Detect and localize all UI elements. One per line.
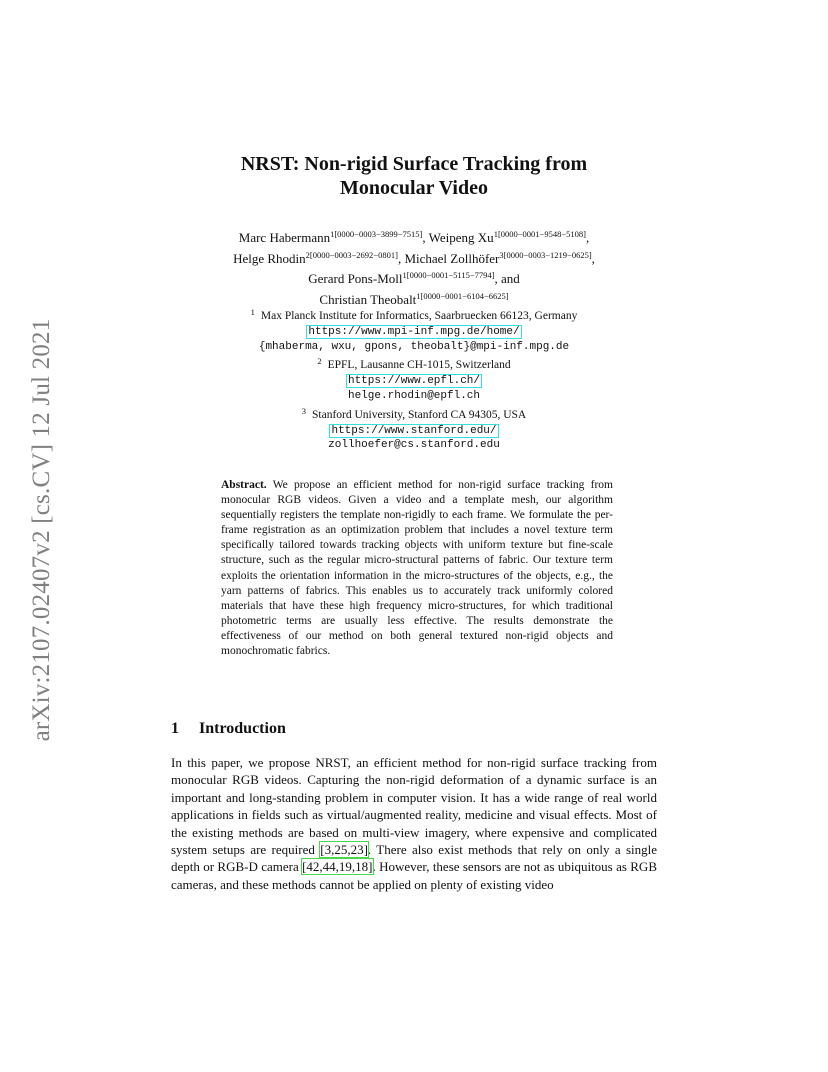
affiliation-email: {mhaberma, wxu, gpons, theobalt}@mpi-inf.mpg.de: [258, 340, 570, 353]
affiliation-name: Stanford University, Stanford CA 94305, USA: [312, 408, 527, 421]
author-orcid: 1[0000−0001−9548−5108]: [493, 229, 586, 239]
author-name: Michael Zollhöfer: [404, 250, 500, 266]
abstract: [221, 478, 613, 659]
affiliations: [170, 305, 658, 453]
citation-link[interactable]: [42,44,19,18]: [302, 859, 373, 875]
affiliation-1: [170, 305, 658, 324]
arxiv-stamp: [22, 300, 62, 760]
abstract-label: Abstract.: [221, 479, 267, 491]
author-orcid: 2[0000−0003−2692−0801]: [305, 249, 398, 260]
affiliation-number: 3: [301, 405, 306, 416]
title-line-1: NRST: Non-rigid Surface Tracking from: [240, 153, 588, 175]
intro-paragraph: [171, 754, 657, 893]
affiliation-number: 1: [250, 307, 255, 317]
author-name: Christian Theobalt: [319, 291, 417, 307]
affiliation-email: zollhoefer@cs.stanford.edu: [328, 439, 500, 452]
author-line-1: Marc Habermann$^{1[0000-0003-3899-7515]}$, Weipeng $Xu^{1[0000-0001-9548-5108]}$,: [238, 229, 590, 245]
author-name: Marc Habermann: [238, 230, 331, 245]
abstract-text: We propose an efficient method for non-rigid surface tracking from monocular RGB videos. Given a video and a template mesh, our algorithm sequentially registers the template non-rigidly to each frame. We formulate the per-frame registration as an optimization problem that includes a novel texture term specifically tailored towards tracking objects with uniform texture but fine-scale structure, such as the regular micro-structural patterns of fabric. Our texture term exploits the orientation information in the micro-structures of the objects, e.g., the yarn patterns of fabrics. This enables us to accurately track uniformly colored materials that have these high frequency micro-structures, for which traditional photometric terms are usually less effective. The results demonstrate the effectiveness of our method on both general textured non-rigid objects and monochromatic fabrics.: [221, 479, 613, 658]
author-name: Gerard Pons-Moll: [308, 271, 403, 286]
author-orcid: 1[0000−0001−6104−6625]: [416, 290, 509, 301]
affiliation-name: EPFL, Lausanne CH-1015, Switzerland: [327, 359, 511, 372]
affiliation-url-link[interactable]: https://www.epfl.ch/: [347, 375, 481, 388]
author-orcid: 1[0000−0001−5115−7794]: [402, 270, 495, 280]
affiliation-email: helge.rhodin@epfl.ch: [347, 389, 481, 402]
author-name: Weipeng Xu: [428, 230, 494, 245]
author-orcid: 1[0000−0003−3899−7515]: [330, 229, 423, 239]
affiliation-3: [170, 404, 658, 423]
intro-text: . However, these sensors are not as ubiquitous as RGB cameras, and these methods cannot be applied on plenty of existing video: [171, 859, 657, 892]
affiliation-name: Max Planck Institute for Informatics, Saarbruecken 66123, Germany: [260, 310, 578, 322]
affiliation-number: 2: [317, 356, 322, 367]
section-title: Introduction: [199, 720, 286, 737]
author-line-3: [170, 267, 658, 288]
section-heading: [171, 720, 286, 738]
affiliation-url-link[interactable]: https://www.mpi-inf.mpg.de/home/: [308, 325, 520, 338]
author-and: , and: [494, 271, 520, 286]
title-line-2: Monocular Video: [340, 177, 488, 199]
affiliation-2: [170, 354, 658, 373]
intro-text: . There also exist methods that rely on only a single depth or RGB-D camera: [171, 842, 657, 875]
intro-text: In this paper, we propose NRST, an efficient method for non-rigid surface tracking from monocular RGB videos. Capturing the non-rigid deformation of a dynamic surface is an important and long-standing problem in computer vision. It has a wide range of real world applications in fields such as virtual/augmented reality, medicine and visual effects. Most of the existing methods are based on multi-view imagery, where expensive and complicated system setups are required: [171, 755, 657, 858]
author-list: [170, 226, 658, 308]
arxiv-stamp-text: arXiv:2107.02407v2 [cs.CV] 12 Jul 2021: [28, 318, 55, 742]
paper-title: [170, 152, 658, 200]
affiliation-url-link[interactable]: https://www.stanford.edu/: [331, 424, 497, 437]
author-name: Helge Rhodin: [233, 250, 306, 266]
author-orcid: 3[0000−0003−1219−0625]: [499, 249, 592, 260]
author-line-2: Helge Rhodin$^{2[0000-0003-2692-0801]}$, Michael Zollhöfer$^{3[0000-0003-1219-0625]}$,: [233, 249, 595, 266]
section-number: 1: [171, 720, 179, 737]
citation-link[interactable]: [3,25,23]: [320, 842, 368, 858]
